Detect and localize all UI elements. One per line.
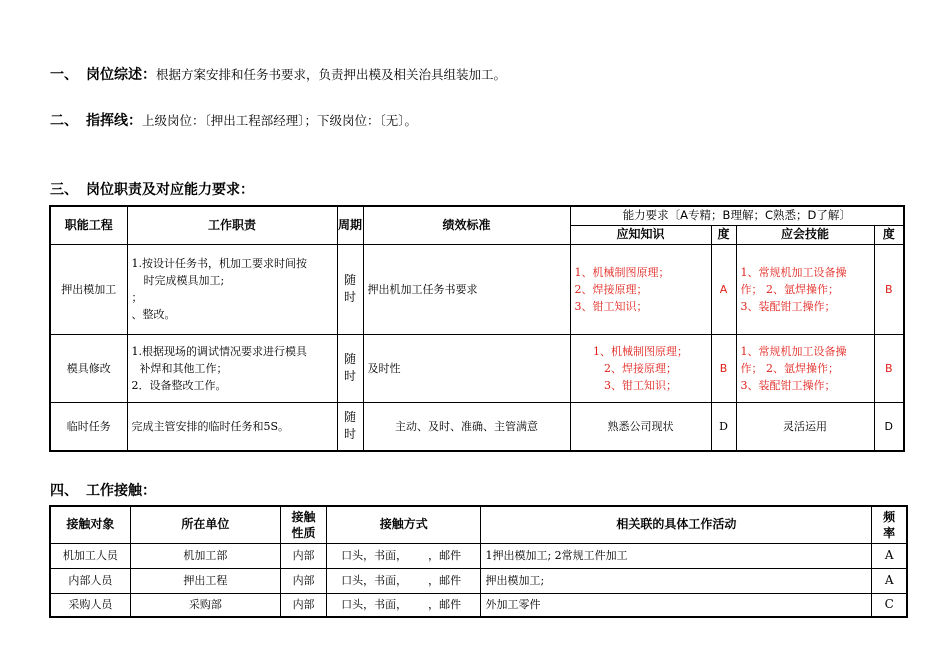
unit-cell: 采购部 <box>130 593 280 617</box>
knowledge-line: 2、焊接原理； <box>604 361 677 375</box>
degree-cell: D <box>874 402 904 451</box>
frequency-cell: C <box>872 593 907 617</box>
skill-line: 作； 2、氩焊操作； <box>740 282 839 296</box>
header-period: 周期 <box>337 206 363 244</box>
knowledge-line: 1、机械制图原理； <box>574 265 670 279</box>
knowledge-cell <box>570 244 711 334</box>
skill-line: 灵活运用 <box>783 419 827 433</box>
target-cell: 采购人员 <box>50 593 130 617</box>
skill-line: 3、装配钳工操作； <box>740 299 836 313</box>
skill-cell <box>736 244 874 334</box>
duty-line: 、整改。 <box>131 308 176 321</box>
knowledge-line: 3、钳工知识； <box>604 378 677 392</box>
duty-line: ； <box>131 291 143 304</box>
method-cell: 口头，书面， ，邮件 <box>327 543 481 568</box>
header-activity: 相关联的具体工作活动 <box>481 506 872 543</box>
section-number: 二、 <box>50 113 78 129</box>
target-cell: 内部人员 <box>50 568 130 593</box>
duties-table <box>49 205 905 452</box>
table-row <box>50 568 907 593</box>
duty-cell <box>127 402 337 451</box>
duty-line: 1.按设计任务书，机加工要求时间按 <box>131 257 307 270</box>
section-heading: 岗位综述： <box>86 67 156 83</box>
knowledge-cell <box>570 402 711 451</box>
header-target: 接触对象 <box>50 506 130 543</box>
duty-line: 1.根据现场的调试情况要求进行模具 <box>131 344 307 358</box>
section-heading: 工作接触： <box>86 483 156 499</box>
skill-line: 1、常规机加工设备操 <box>740 265 847 279</box>
overview-text: 根据方案安排和任务书要求，负责押出模及相关治具组装加工。 <box>156 67 507 82</box>
nature-cell: 内部 <box>281 543 327 568</box>
header-function: 职能工程 <box>50 206 127 244</box>
knowledge-cell <box>570 334 711 402</box>
header-nature: 接触性质 <box>281 506 327 543</box>
table-row <box>50 334 904 402</box>
standard-cell: 及时性 <box>363 334 570 402</box>
function-cell: 模具修改 <box>50 334 127 402</box>
section-command-line <box>50 110 417 130</box>
header-unit: 所在单位 <box>130 506 280 543</box>
section-number: 四、 <box>50 483 78 499</box>
header-ability: 能力要求〔A专精；B理解；C熟悉；D了解〕 <box>570 206 904 225</box>
nature-cell: 内部 <box>281 568 327 593</box>
activity-cell: 1押出模加工; 2常规工件加工 <box>481 543 872 568</box>
header-standard: 绩效标准 <box>363 206 570 244</box>
duty-cell <box>127 244 337 334</box>
knowledge-line: 熟悉公司现状 <box>607 419 674 433</box>
unit-cell: 押出工程 <box>130 568 280 593</box>
section-duties <box>50 179 254 199</box>
table-row <box>50 402 904 451</box>
command-line-text: 上级岗位：〔押出工程部经理〕；下级岗位：〔无〕。 <box>142 113 418 128</box>
degree-cell: B <box>874 334 904 402</box>
period-cell: 随时 <box>337 402 363 451</box>
table-row <box>50 543 907 568</box>
method-cell: 口头，书面， ，邮件 <box>327 593 481 617</box>
unit-cell: 机加工部 <box>130 543 280 568</box>
section-number: 一、 <box>50 67 78 83</box>
duty-cell <box>127 334 337 402</box>
knowledge-line: 1、机械制图原理； <box>593 344 688 358</box>
header-knowledge: 应知知识 <box>570 225 711 244</box>
degree-cell: D <box>711 402 736 451</box>
target-cell: 机加工人员 <box>50 543 130 568</box>
standard-cell: 主动、及时、准确、主管满意 <box>363 402 570 451</box>
header-degree: 度 <box>874 225 904 244</box>
duty-line: 时完成模具加工; <box>143 274 225 287</box>
duty-line: 2．设备整改工作。 <box>131 378 227 392</box>
period-cell: 随时 <box>337 244 363 334</box>
skill-cell <box>736 402 874 451</box>
frequency-cell: A <box>872 568 907 593</box>
table-row <box>50 593 907 617</box>
section-number: 三、 <box>50 182 78 198</box>
skill-line: 3、装配钳工操作； <box>740 378 836 392</box>
period-cell: 随时 <box>337 334 363 402</box>
section-heading: 指挥线： <box>86 113 142 129</box>
header-degree: 度 <box>711 225 736 244</box>
contacts-table <box>49 505 908 618</box>
header-duty: 工作职责 <box>127 206 337 244</box>
section-contacts <box>50 480 156 500</box>
activity-cell: 外加工零件 <box>481 593 872 617</box>
knowledge-line: 2、焊接原理； <box>574 282 648 296</box>
nature-cell: 内部 <box>281 593 327 617</box>
function-cell: 押出模加工 <box>50 244 127 334</box>
method-cell: 口头，书面， ，邮件 <box>327 568 481 593</box>
frequency-cell: A <box>872 543 907 568</box>
knowledge-line: 3、钳工知识； <box>574 299 648 313</box>
standard-cell: 押出机加工任务书要求 <box>363 244 570 334</box>
header-frequency: 频率 <box>872 506 907 543</box>
skill-line: 作； 2、氩焊操作； <box>740 361 839 375</box>
skill-line: 1、常规机加工设备操 <box>740 344 847 358</box>
header-method: 接触方式 <box>327 506 481 543</box>
table-row <box>50 244 904 334</box>
degree-cell: B <box>711 334 736 402</box>
degree-cell: B <box>874 244 904 334</box>
header-skill: 应会技能 <box>736 225 874 244</box>
degree-cell: A <box>711 244 736 334</box>
function-cell: 临时任务 <box>50 402 127 451</box>
activity-cell: 押出模加工; <box>481 568 872 593</box>
duty-line: 完成主管安排的临时任务和5S。 <box>131 419 290 433</box>
duty-line: 补焊和其他工作； <box>139 361 228 375</box>
section-overview <box>50 64 506 84</box>
section-heading: 岗位职责及对应能力要求： <box>86 182 254 198</box>
skill-cell <box>736 334 874 402</box>
